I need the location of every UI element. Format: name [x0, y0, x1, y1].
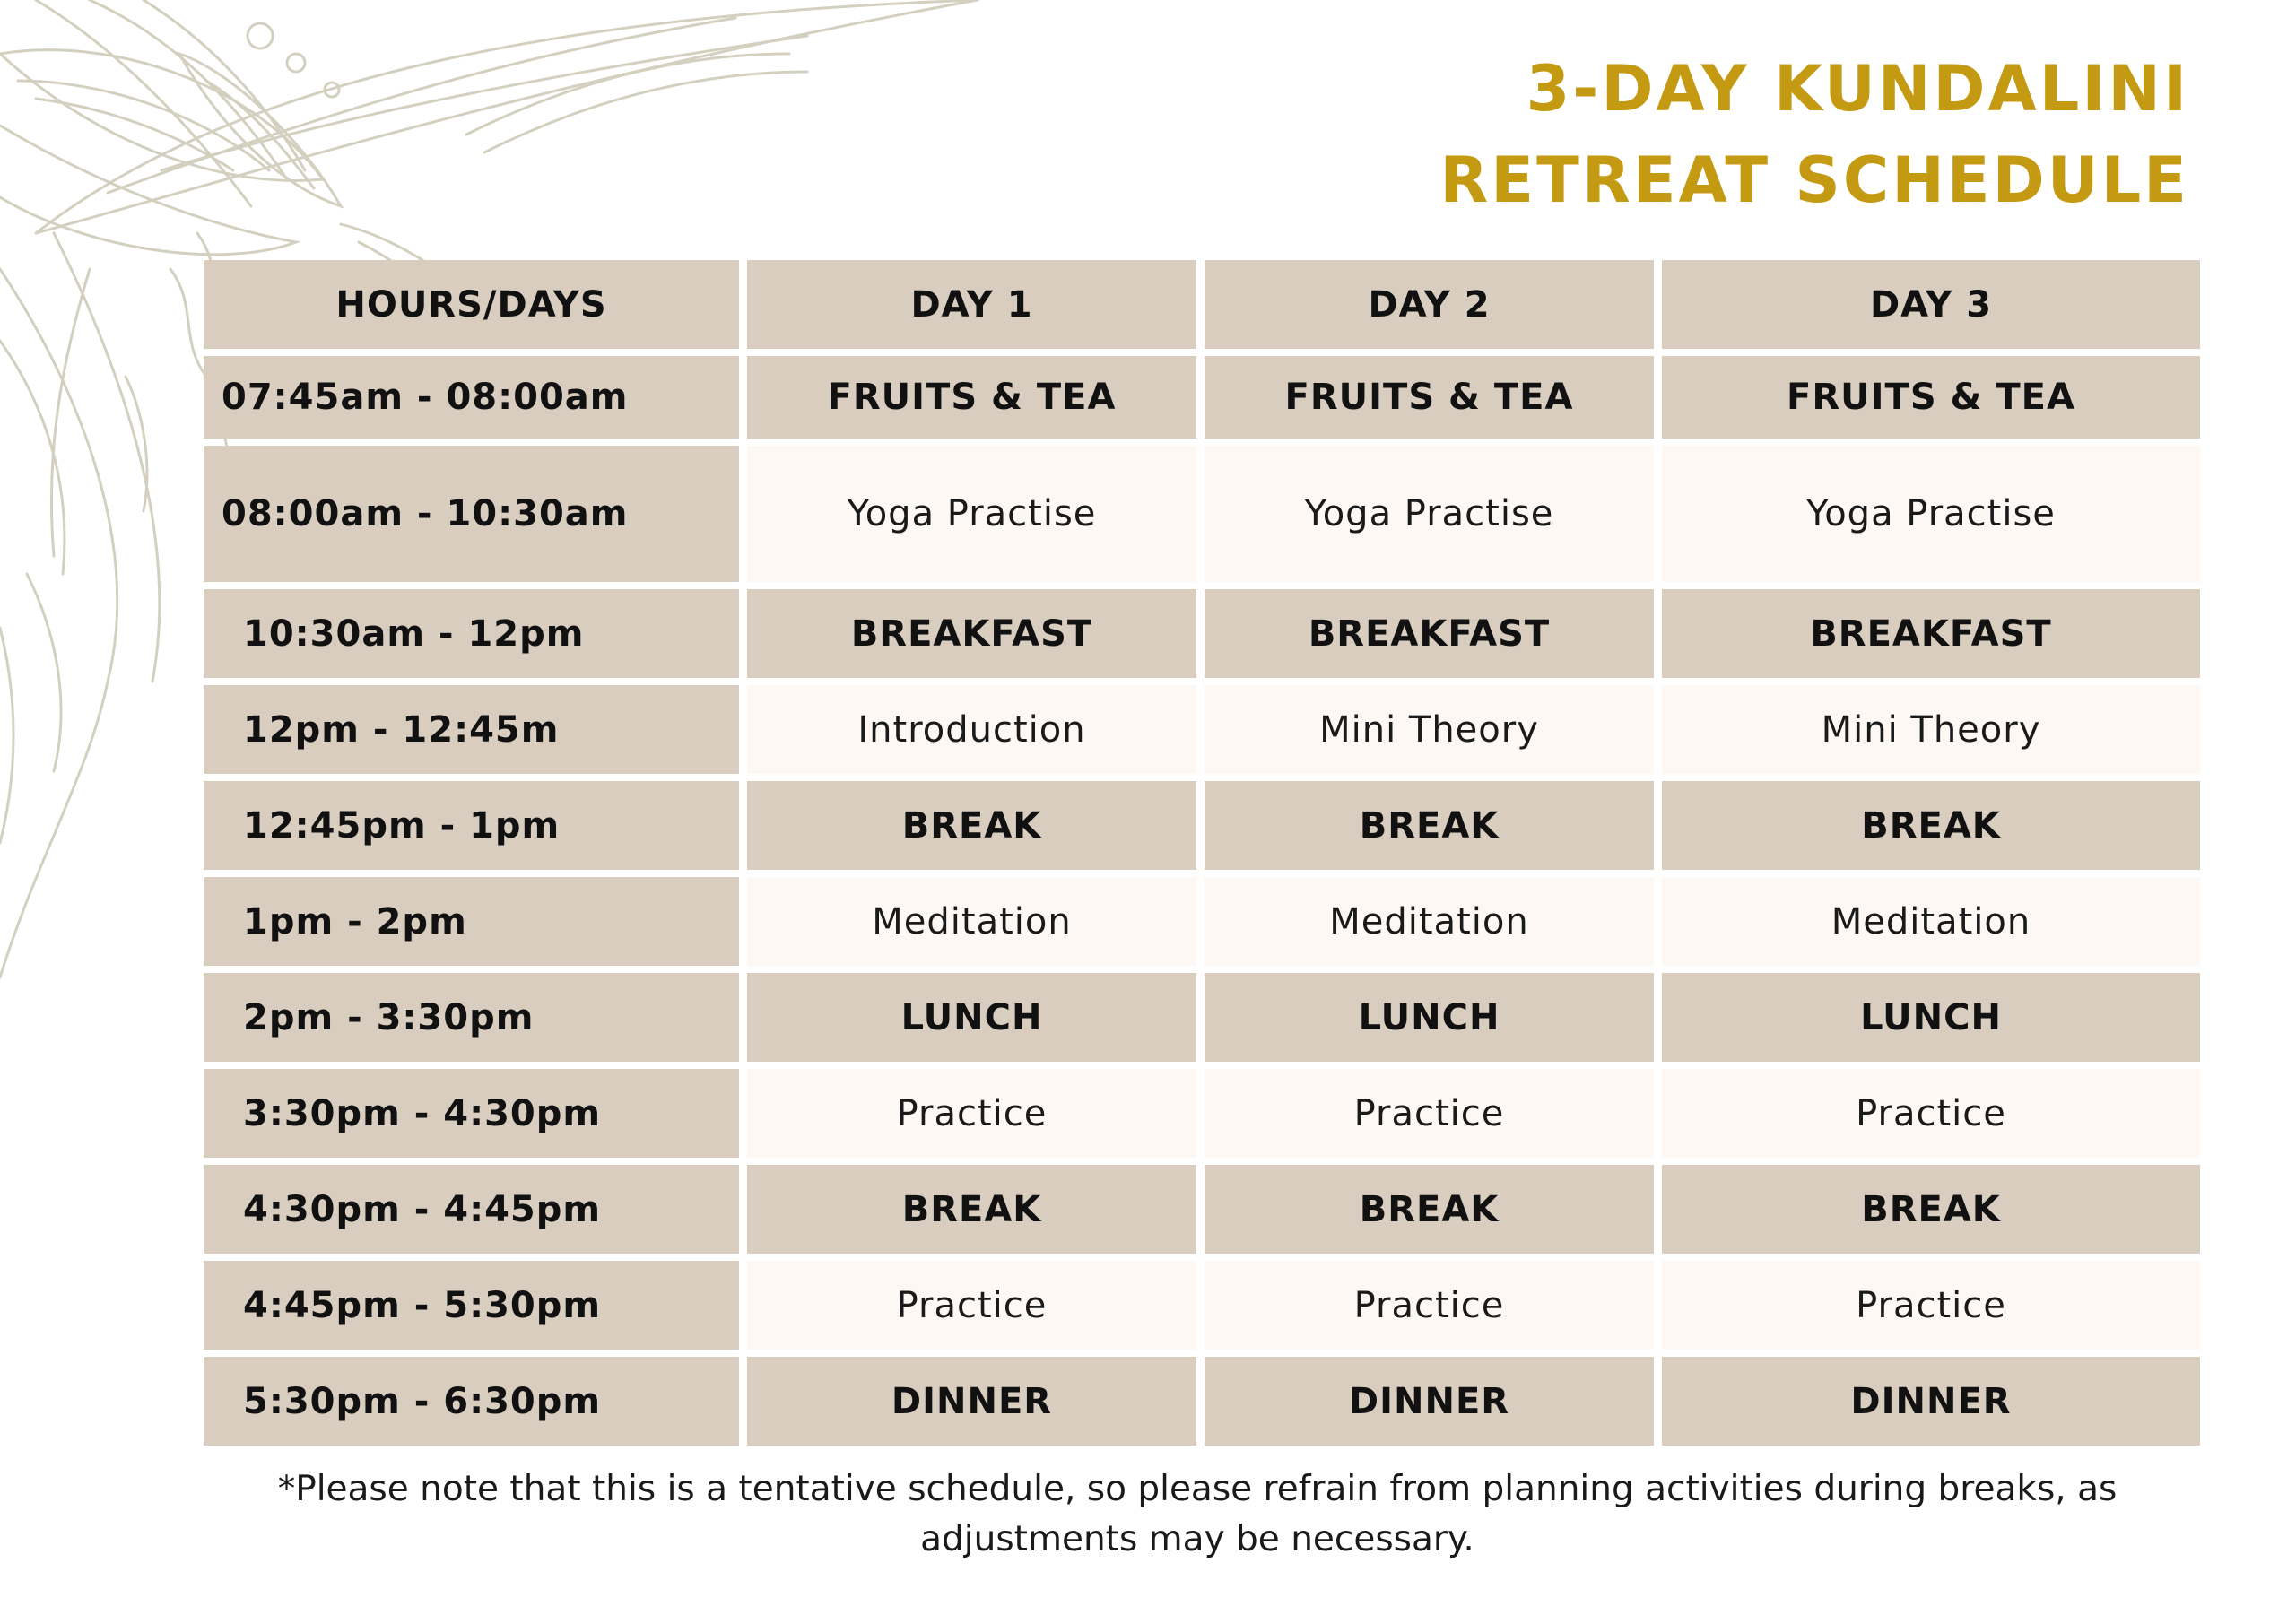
schedule-cell: Practice	[1205, 1261, 1654, 1350]
header-row	[204, 260, 2200, 349]
schedule-cell: Mini Theory	[1205, 685, 1654, 774]
table-row	[204, 1357, 2200, 1446]
header-day-1: DAY 1	[747, 260, 1196, 349]
schedule-cell: BREAK	[1205, 781, 1654, 870]
page-title	[1439, 43, 2189, 226]
schedule-cell: DINNER	[1205, 1357, 1654, 1446]
table-row	[204, 1261, 2200, 1350]
schedule-note	[215, 1464, 2179, 1565]
schedule-cell: Practice	[1662, 1069, 2200, 1158]
time-cell: 12:45pm - 1pm	[204, 781, 739, 870]
schedule-cell: BREAK	[1205, 1165, 1654, 1254]
note-line-2: adjustments may be necessary.	[920, 1519, 1474, 1559]
note-line-1: *Please note that this is a tentative schedule, so please refrain from planning activities during breaks, as	[277, 1469, 2118, 1509]
header-hours-days: HOURS/DAYS	[204, 260, 739, 349]
schedule-cell: Meditation	[1662, 877, 2200, 966]
schedule-cell: BREAK	[747, 781, 1196, 870]
time-cell: 10:30am - 12pm	[204, 589, 739, 678]
schedule-cell: Practice	[1205, 1069, 1654, 1158]
table-row	[204, 877, 2200, 966]
time-cell: 5:30pm - 6:30pm	[204, 1357, 739, 1446]
schedule-cell: LUNCH	[1205, 973, 1654, 1062]
schedule-cell: LUNCH	[1662, 973, 2200, 1062]
table-row	[204, 973, 2200, 1062]
title-line-1: 3-DAY KUNDALINI	[1526, 52, 2189, 126]
schedule-cell: BREAKFAST	[747, 589, 1196, 678]
schedule-cell: Meditation	[747, 877, 1196, 966]
schedule-cell: Yoga Practise	[747, 446, 1196, 582]
table-row	[204, 685, 2200, 774]
time-cell: 3:30pm - 4:30pm	[204, 1069, 739, 1158]
time-cell: 4:45pm - 5:30pm	[204, 1261, 739, 1350]
schedule-cell: BREAK	[747, 1165, 1196, 1254]
table-row	[204, 356, 2200, 439]
table-row	[204, 1165, 2200, 1254]
schedule-cell: LUNCH	[747, 973, 1196, 1062]
title-line-2: RETREAT SCHEDULE	[1439, 143, 2189, 217]
schedule-cell: FRUITS & TEA	[1205, 356, 1654, 439]
time-cell: 4:30pm - 4:45pm	[204, 1165, 739, 1254]
schedule-cell: DINNER	[747, 1357, 1196, 1446]
schedule-cell: Practice	[747, 1069, 1196, 1158]
schedule-cell: BREAKFAST	[1205, 589, 1654, 678]
table-row	[204, 781, 2200, 870]
schedule-table	[196, 253, 2208, 1453]
table-row	[204, 1069, 2200, 1158]
schedule-cell: FRUITS & TEA	[747, 356, 1196, 439]
time-cell: 12pm - 12:45m	[204, 685, 739, 774]
schedule-cell: Yoga Practise	[1205, 446, 1654, 582]
schedule-cell: FRUITS & TEA	[1662, 356, 2200, 439]
table-row	[204, 589, 2200, 678]
schedule-cell: Practice	[747, 1261, 1196, 1350]
time-cell: 07:45am - 08:00am	[204, 356, 739, 439]
header-day-2: DAY 2	[1205, 260, 1654, 349]
time-cell: 08:00am - 10:30am	[204, 446, 739, 582]
schedule-cell: Introduction	[747, 685, 1196, 774]
schedule-cell: BREAKFAST	[1662, 589, 2200, 678]
time-cell: 2pm - 3:30pm	[204, 973, 739, 1062]
table-row	[204, 446, 2200, 582]
header-day-3: DAY 3	[1662, 260, 2200, 349]
schedule-cell: Yoga Practise	[1662, 446, 2200, 582]
schedule-cell: DINNER	[1662, 1357, 2200, 1446]
schedule-cell: Mini Theory	[1662, 685, 2200, 774]
schedule-cell: BREAK	[1662, 1165, 2200, 1254]
schedule-cell: BREAK	[1662, 781, 2200, 870]
schedule-cell: Meditation	[1205, 877, 1654, 966]
schedule-cell: Practice	[1662, 1261, 2200, 1350]
time-cell: 1pm - 2pm	[204, 877, 739, 966]
